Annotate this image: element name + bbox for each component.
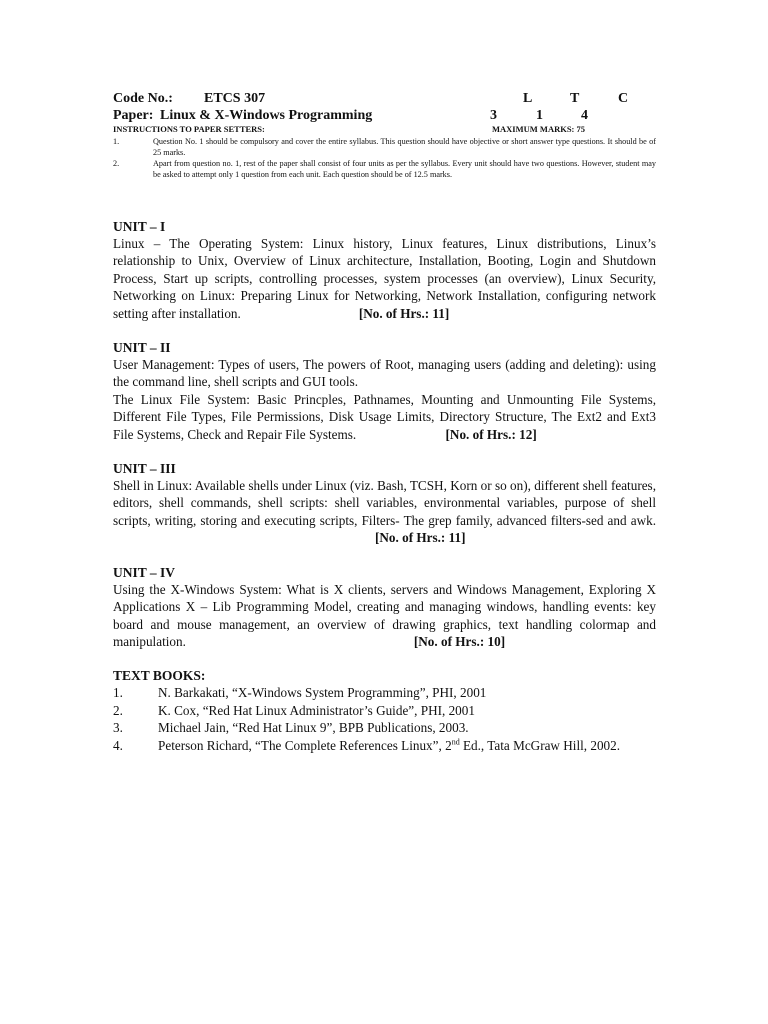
instruction-item bbox=[113, 137, 656, 158]
instruction-number: 2. bbox=[113, 159, 120, 168]
code-value: ETCS 307 bbox=[204, 91, 266, 106]
book-number: 4. bbox=[113, 737, 123, 753]
unit-paragraph bbox=[113, 581, 656, 651]
instruction-item bbox=[113, 159, 656, 180]
unit-3 bbox=[113, 460, 656, 547]
instructions-header bbox=[113, 124, 656, 135]
unit-text: Shell in Linux: Available shells under Linux (viz. Bash, TCSH, Korn or so on), different shell features, editors, shell commands, shell scripts: shell variables, environmental variables, purpose of shell scripts, writing, storing and executing scripts, Filters- The grep family, advanced filters-sed and awk. bbox=[113, 478, 656, 528]
unit-body bbox=[113, 356, 656, 443]
unit-hours: [No. of Hrs.: 11] bbox=[358, 305, 450, 321]
book-superscript: nd bbox=[451, 737, 460, 747]
unit-body bbox=[113, 477, 656, 547]
text-books-section bbox=[113, 667, 656, 754]
paper-title: Linux & X-Windows Programming bbox=[160, 108, 373, 123]
val-t: 1 bbox=[536, 108, 543, 123]
val-c: 4 bbox=[581, 108, 588, 123]
book-number: 2. bbox=[113, 702, 123, 718]
unit-4 bbox=[113, 564, 656, 651]
book-text: K. Cox, “Red Hat Linux Administrator’s Guide”, PHI, 2001 bbox=[158, 702, 475, 718]
book-text-before: Peterson Richard, “The Complete References Linux”, 2 bbox=[158, 737, 452, 753]
book-text-after: Ed., Tata McGraw Hill, 2002. bbox=[459, 737, 621, 753]
instruction-number: 1. bbox=[113, 137, 120, 146]
unit-hours: [No. of Hrs.: 10] bbox=[413, 633, 506, 649]
unit-title: UNIT – I bbox=[113, 219, 166, 234]
book-text: Michael Jain, “Red Hat Linux 9”, BPB Publications, 2003. bbox=[158, 720, 469, 736]
code-label: Code No.: bbox=[113, 91, 173, 106]
unit-text: Linux – The Operating System: Linux history, Linux features, Linux distributions, Linux’s relationship to Unix, Overview of Linux architecture, Installation, Booting, Login and Shutdown Process, Start up scripts, controlling processes, system processes (an overview), Linux Security, Networking on Linux: Preparing Linux for Networking, Network Installation, configuring network setting after installation. bbox=[113, 236, 656, 321]
instruction-text: Apart from question no. 1, rest of the paper shall consist of four units as per the syllabus. Every unit should have two questions. However, student may be asked to attempt only 1 question from each unit. Each question should be of 12.5 marks. bbox=[153, 159, 656, 179]
unit-1 bbox=[113, 218, 656, 322]
book-number: 1. bbox=[113, 685, 123, 701]
unit-body bbox=[113, 581, 656, 651]
book-item bbox=[113, 737, 656, 754]
unit-hours: [No. of Hrs.: 11] bbox=[375, 530, 466, 546]
unit-hours: [No. of Hrs.: 12] bbox=[445, 426, 537, 442]
book-item bbox=[113, 719, 656, 736]
unit-paragraph bbox=[113, 477, 656, 547]
instructions-list bbox=[113, 137, 656, 180]
unit-paragraph bbox=[113, 356, 656, 391]
max-marks: MAXIMUM MARKS: 75 bbox=[492, 124, 586, 134]
paper-label: Paper: bbox=[113, 108, 154, 123]
unit-title: UNIT – II bbox=[113, 340, 171, 356]
unit-text: Using the X-Windows System: What is X clients, servers and Windows Management, Exploring X Applications X – Lib Programming Model, creating and managing windows, handling events: key board and mouse management, an overview of drawing graphics, text handling colormap and manipulation. bbox=[113, 581, 656, 649]
text-books-list bbox=[113, 684, 656, 754]
col-t-label: T bbox=[570, 91, 580, 106]
unit-text: User Management: Types of users, The powers of Root, managing users (adding and deleting): using the command line, shell scripts and GUI tools. bbox=[113, 357, 656, 390]
unit-text: The Linux File System: Basic Princples, Pathnames, Mounting and Unmounting File Systems, Different File Types, File Permissions, Disk Usage Limits, Directory Structure, The Ext2 and Ext3 File Systems, Check and Repair File Systems. bbox=[113, 391, 656, 442]
book-item bbox=[113, 684, 656, 701]
text-books-title: TEXT BOOKS: bbox=[113, 668, 206, 684]
book-number: 3. bbox=[113, 720, 123, 736]
book-text: N. Barkakati, “X-Windows System Programming”, PHI, 2001 bbox=[158, 685, 487, 701]
unit-title: UNIT – III bbox=[113, 461, 176, 477]
book-item bbox=[113, 702, 656, 719]
paper-line bbox=[113, 107, 656, 124]
syllabus-page bbox=[113, 90, 656, 754]
col-l-label: L bbox=[523, 91, 533, 106]
col-c-label: C bbox=[618, 91, 629, 106]
code-line bbox=[113, 90, 656, 107]
unit-body bbox=[113, 235, 656, 322]
unit-2 bbox=[113, 339, 656, 443]
val-l: 3 bbox=[490, 108, 497, 123]
unit-paragraph bbox=[113, 391, 656, 443]
unit-title: UNIT – IV bbox=[113, 564, 176, 580]
instruction-text: Question No. 1 should be compulsory and cover the entire syllabus. This question should have objective or short answer type questions. It should be of 25 marks. bbox=[153, 137, 656, 157]
unit-paragraph bbox=[113, 235, 656, 322]
instructions-label: INSTRUCTIONS TO PAPER SETTERS: bbox=[113, 124, 265, 134]
